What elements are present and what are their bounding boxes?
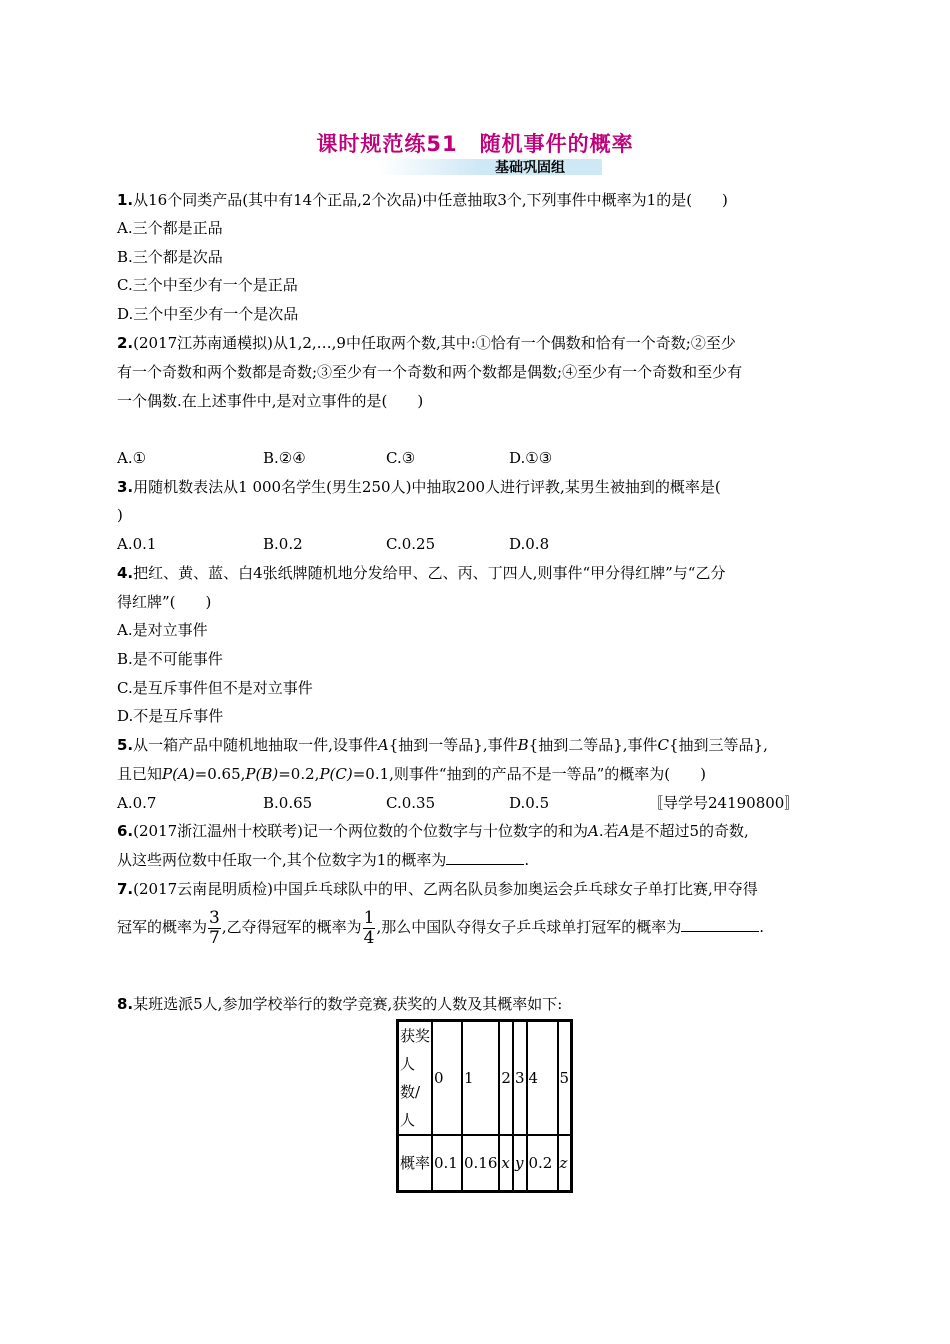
question-3-option-c: C.0.25 [386,535,436,553]
question-number: 6. [117,822,134,840]
table-row [398,1021,572,1136]
table-cell: 5 [558,1021,572,1136]
page-title: 课时规范练51 随机事件的概率 [316,132,634,156]
question-8-stem: 8.某班选派5人,参加学校举行的数学竞赛,获奖的人数及其概率如下: [117,995,563,1013]
answer-blank[interactable] [681,917,759,932]
table-header-cell: 获奖人数/人 [398,1021,433,1136]
table-cell: y [513,1135,527,1191]
table-cell: z [558,1135,572,1191]
question-7-line-2: 冠军的概率为 $\frac{3}{7}$ ,乙夺得冠军的概率为 $\frac{1}{4}$ ,那么中国队夺得女子乒乓球单打冠军的概率为 . [117,907,765,948]
probability-table [396,1019,573,1193]
question-2-line-1: 2.(2017江苏南通模拟)从1,2,…,9中任取两个数,其中:①恰有一个偶数和恰有一个奇数;②至少 [117,334,736,352]
question-4-option-c: C.是互斥事件但不是对立事件 [117,679,313,697]
question-5-option-c: C.0.35 [386,794,436,812]
table-cell: 2 [499,1021,513,1136]
question-3-option-d: D.0.8 [509,535,550,553]
question-number: 3. [117,478,134,496]
question-3-line-1: 3.用随机数表法从1 000名学生(男生250人)中抽取200人进行评教,某男生被抽到的概率是( [117,478,721,496]
fraction-three-sevenths: $\frac{3}{7}$ [209,907,220,948]
question-number: 7. [117,880,134,898]
question-5-option-a: A.0.7 [117,794,157,812]
table-cell: 0.2 [527,1135,558,1191]
question-4-line-2: 得红牌”( ) [117,593,212,611]
question-1-option-d: D.三个中至少有一个是次品 [117,305,299,323]
table-row [398,1135,572,1191]
question-2-option-d: D.①③ [509,449,553,467]
question-2-line-3: 一个偶数.在上述事件中,是对立事件的是( ) [117,392,424,410]
table-cell: 0.16 [462,1135,499,1191]
table-cell: 0.1 [432,1135,462,1191]
question-3-option-a: A.0.1 [117,535,157,553]
table-header-cell: 概率 [398,1135,433,1191]
table-cell: x [499,1135,513,1191]
question-5-line-1: 5.从一箱产品中随机地抽取一件,设事件A{抽到一等品},事件B{抽到二等品},事件C{抽到三等品}, [117,736,768,754]
question-7-line-1: 7.(2017云南昆明质检)中国乒乓球队中的甲、乙两名队员参加奥运会乒乓球女子单打比赛,甲夺得 [117,880,758,898]
section-subtitle: 基础巩固组 [495,160,565,176]
table-cell: 3 [513,1021,527,1136]
question-1-stem: 1.从16个同类产品(其中有14个正品,2个次品)中任意抽取3个,下列事件中概率为1的是( ) [117,191,728,209]
question-6-line-2: 从这些两位数中任取一个,其个位数字为1的概率为 . [117,851,530,869]
question-number: 4. [117,564,134,582]
table-cell: 0 [432,1021,462,1136]
answer-blank[interactable] [446,850,524,865]
question-1-option-b: B.三个都是次品 [117,248,223,266]
question-5-option-d: D.0.5 [509,794,550,812]
table-cell: 1 [462,1021,499,1136]
question-2-line-2: 有一个奇数和两个数都是奇数;③至少有一个奇数和两个数都是偶数;④至少有一个奇数和至少有 [117,363,743,381]
question-3-line-2: ) [117,506,123,524]
question-2-option-a: A.① [117,449,147,467]
question-6-line-1: 6.(2017浙江温州十校联考)记一个两位数的个位数字与十位数字的和为A.若A是不超过5的奇数, [117,822,749,840]
question-3-option-b: B.0.2 [263,535,303,553]
question-number: 5. [117,736,134,754]
question-2-option-b: B.②④ [263,449,306,467]
question-2-option-c: C.③ [386,449,416,467]
question-number: 1. [117,191,134,209]
question-5-option-b: B.0.65 [263,794,313,812]
question-4-line-1: 4.把红、黄、蓝、白4张纸牌随机地分发给甲、乙、丙、丁四人,则事件“甲分得红牌”与“乙分 [117,564,726,582]
question-number: 2. [117,334,134,352]
question-1-option-a: A.三个都是正品 [117,219,223,237]
question-4-option-a: A.是对立事件 [117,621,208,639]
question-number: 8. [117,995,134,1013]
table-cell: 4 [527,1021,558,1136]
question-5-line-2: 且已知P(A)=0.65,P(B)=0.2,P(C)=0.1,则事件“抽到的产品不是一等品”的概率为( ) [117,765,706,783]
question-1-option-c: C.三个中至少有一个是正品 [117,276,298,294]
question-4-option-b: B.是不可能事件 [117,650,223,668]
question-4-option-d: D.不是互斥事件 [117,707,224,725]
fraction-one-quarter: $\frac{1}{4}$ [363,907,375,948]
guide-reference-number: 〚导学号24190800〛 [648,794,800,812]
